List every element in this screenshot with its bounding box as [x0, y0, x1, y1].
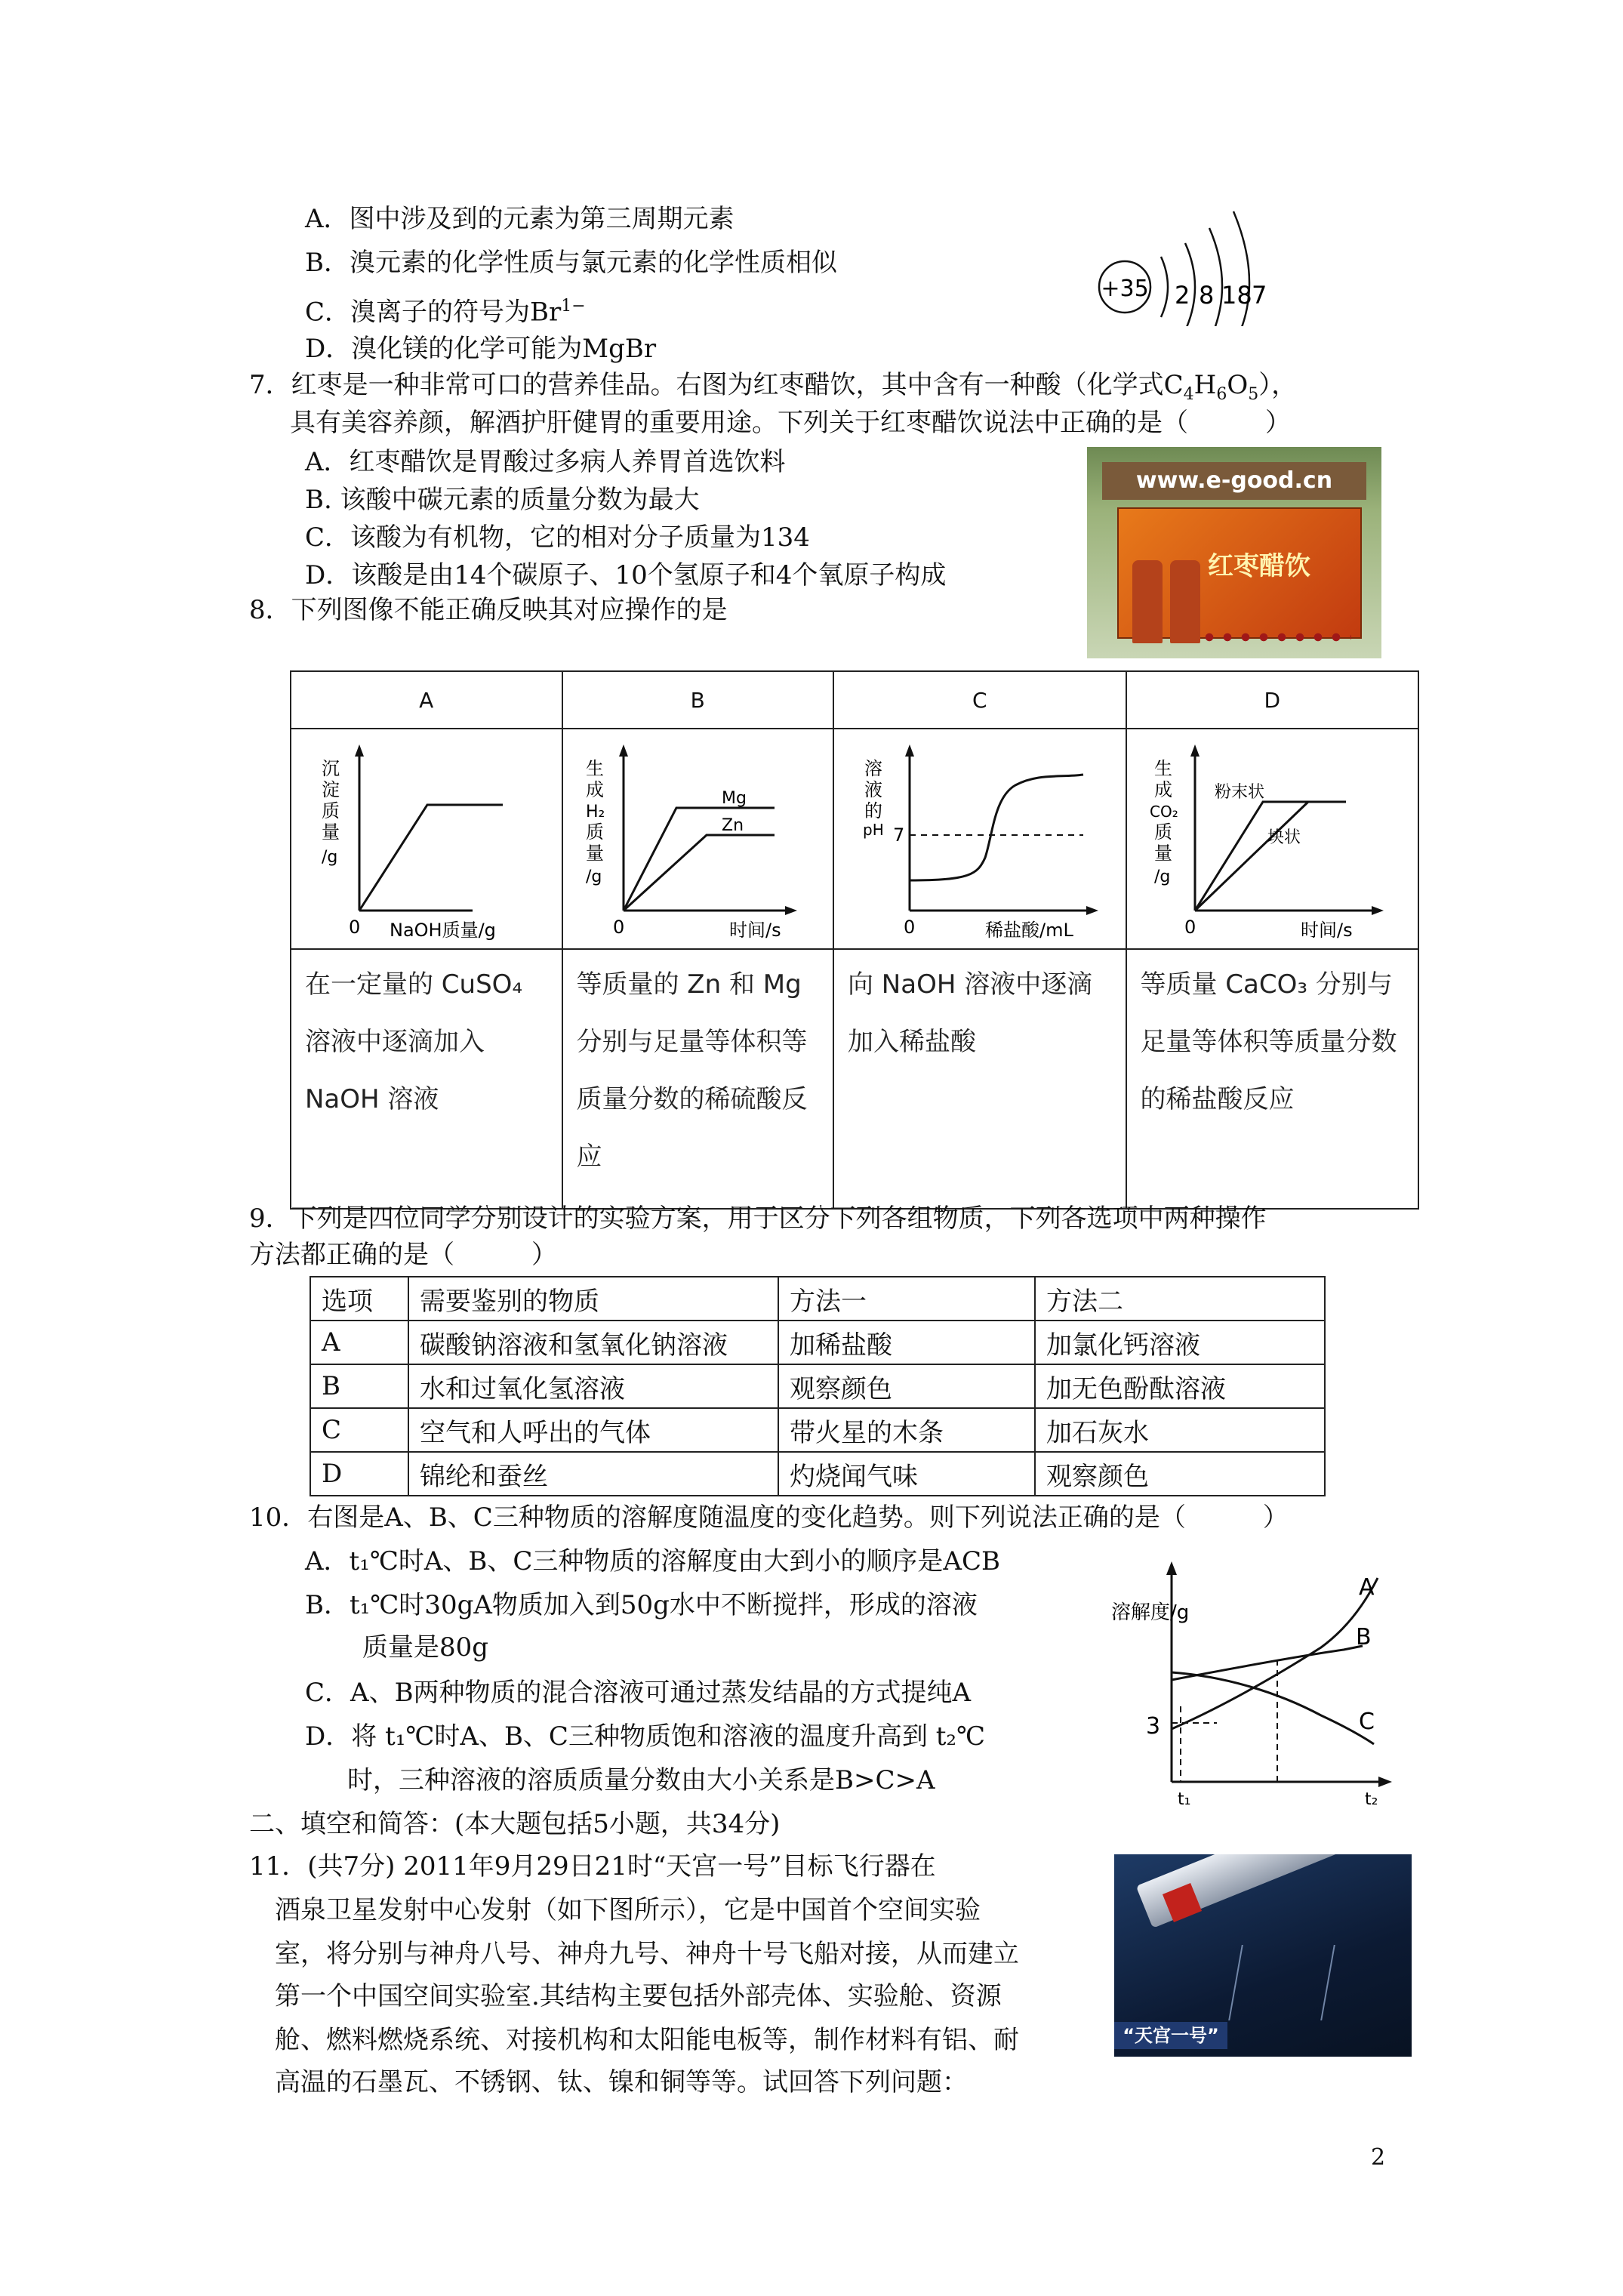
svg-text:/g: /g: [1153, 868, 1170, 886]
q8-graph-c: [834, 729, 1124, 945]
support-lines: [1228, 1945, 1335, 2020]
q7-stem-line1: 7．红枣是一种非常可口的营养佳品。右图为红枣醋饮，其中含有一种酸（化学式$C_4H_6O_5$），: [249, 370, 1298, 404]
svg-text:的: 的: [864, 800, 882, 821]
q9-table: [310, 1276, 1326, 1496]
page-number: 2: [1371, 2144, 1386, 2171]
svg-text:A: A: [1359, 1574, 1375, 1601]
q8-header-c: C: [833, 671, 1126, 729]
svg-text:Zn: Zn: [721, 816, 744, 835]
svg-text:时间/s: 时间/s: [728, 920, 781, 941]
q8-graph-d-cell: [1126, 729, 1419, 949]
q6-option-c: C．溴离子的符号为$Br^{1-}$: [305, 297, 586, 328]
q10-option-d-line2: 时，三种溶液的溶质质量分数由大小关系是B>C>A: [347, 1765, 935, 1795]
table-row: B 水和过氧化氢溶液 观察颜色 加无色酚酞溶液: [310, 1364, 1325, 1408]
q8-header-a: A: [291, 671, 562, 729]
svg-text:质: 质: [1153, 821, 1172, 843]
svg-text:NaOH质量/g: NaOH质量/g: [390, 920, 496, 941]
svg-text:CO₂: CO₂: [1149, 803, 1178, 821]
q6-option-a: A．图中涉及到的元素为第三周期元素: [305, 204, 735, 234]
jujubes: [1200, 628, 1351, 651]
svg-text:液: 液: [864, 779, 882, 800]
q8-header-d: D: [1126, 671, 1419, 729]
precipitate-curve: [359, 805, 503, 911]
atom-structure-diagram: [1079, 198, 1306, 326]
table-row: D 锦纶和蚕丝 灼烧闻气味 观察颜色: [310, 1452, 1325, 1496]
svg-text:B: B: [1356, 1624, 1372, 1650]
q11-line2: 酒泉卫星发射中心发射（如下图所示），它是中国首个空间实验: [275, 1895, 981, 1925]
q11-line4: 第一个中国空间实验室.其结构主要包括外部壳体、实验舱、资源: [275, 1981, 1002, 2011]
svg-text:量: 量: [322, 821, 340, 843]
q7-option-d: D．该酸是由14个碳原子、10个氢原子和4个氧原子构成: [305, 560, 947, 590]
q11-line5: 舱、燃料燃烧系统、对接机构和太阳能电板等，制作材料有铝、耐: [275, 2025, 1019, 2055]
svg-text:成: 成: [585, 779, 604, 800]
svg-text:量: 量: [585, 843, 604, 864]
q8-stem: 8．下列图像不能正确反映其对应操作的是: [249, 595, 728, 625]
q8-graph-a-cell: [291, 729, 562, 949]
q7-option-a: A．红枣醋饮是胃酸过多病人养胃首选饮料: [305, 447, 786, 477]
q10-option-a: A．t₁℃时A、B、C三种物质的溶解度由大到小的顺序是ACB: [305, 1546, 1000, 1576]
svg-text:C: C: [1359, 1709, 1375, 1735]
svg-text:生: 生: [585, 758, 604, 779]
zn-curve: [624, 835, 775, 911]
svg-text:H₂: H₂: [585, 803, 605, 821]
table-row: 选项 需要鉴别的物质 方法一 方法二: [310, 1277, 1325, 1321]
svg-text:质: 质: [322, 800, 340, 821]
photo-caption: “天宫一号”: [1114, 2022, 1227, 2049]
q7-option-b: B. 该酸中碳元素的质量分数为最大: [305, 485, 700, 515]
shell-count-3: 18: [1221, 281, 1252, 310]
jujube-vinegar-photo: [1087, 447, 1381, 658]
bottle-2: [1170, 560, 1200, 643]
shell-arc-3: [1209, 228, 1222, 326]
svg-text:沉: 沉: [322, 758, 340, 779]
svg-text:Mg: Mg: [721, 789, 747, 808]
q11-line3: 室，将分别与神舟八号、神舟九号、神舟十号飞船对接，从而建立: [275, 1939, 1019, 1969]
ph-curve: [910, 775, 1083, 880]
shell-arc-1: [1161, 257, 1168, 317]
q8-graph-d: [1127, 729, 1417, 945]
q8-desc-b: 等质量的 Zn 和 Mg 分别与足量等体积等质量分数的稀硫酸反应: [562, 949, 834, 1209]
svg-text:粉末状: 粉末状: [1214, 783, 1264, 802]
solubility-graph: [1102, 1548, 1404, 1804]
product-label: 红枣醋饮: [1208, 551, 1310, 581]
q6-option-d: D．溴化镁的化学可能为MgBr: [305, 334, 657, 364]
svg-text:7: 7: [893, 824, 905, 846]
svg-text:0: 0: [349, 917, 361, 938]
svg-text:块状: 块状: [1267, 828, 1301, 847]
q8-desc-c: 向 NaOH 溶液中逐滴加入稀盐酸: [833, 949, 1126, 1209]
nucleus-label: +35: [1101, 276, 1149, 302]
q8-desc-a: 在一定量的 CuSO₄ 溶液中逐滴加入 NaOH 溶液: [291, 949, 562, 1209]
q7-stem-line2: 具有美容养颜，解酒护肝健胃的重要用途。下列关于红枣醋饮说法中正确的是（ ）: [290, 408, 1291, 438]
svg-text:0: 0: [904, 917, 916, 938]
q10-option-d-line1: D．将 t₁℃时A、B、C三种物质饱和溶液的温度升高到 t₂℃: [305, 1721, 986, 1752]
svg-text:淀: 淀: [322, 779, 340, 800]
svg-text:t₁: t₁: [1178, 1790, 1191, 1804]
svg-text:0: 0: [1184, 917, 1196, 938]
q8-desc-d: 等质量 CaCO₃ 分别与足量等体积等质量分数的稀盐酸反应: [1126, 949, 1419, 1209]
q8-graph-table: [290, 670, 1419, 1210]
svg-text:pH: pH: [863, 821, 884, 839]
q7-option-c: C．该酸为有机物，它的相对分子质量为134: [305, 522, 810, 553]
svg-text:0: 0: [612, 917, 624, 938]
mg-curve: [624, 808, 775, 911]
q8-graph-a: [291, 729, 560, 945]
svg-text:3: 3: [1146, 1713, 1161, 1740]
curve-a: [1172, 1578, 1378, 1729]
q11-line6: 高温的石墨瓦、不锈钢、钛、镍和铜等等。试回答下列问题：: [275, 2067, 968, 2097]
bottle-1: [1132, 560, 1163, 643]
q10-stem: 10．右图是A、B、C三种物质的溶解度随温度的变化趋势。则下列说法正确的是（ ）: [249, 1502, 1289, 1533]
svg-text:质: 质: [585, 821, 604, 843]
table-row: A 碳酸钠溶液和氢氧化钠溶液 加稀盐酸 加氯化钙溶液: [310, 1321, 1325, 1364]
shell-count-1: 2: [1175, 281, 1190, 310]
q9-stem-line1: 9．下列是四位同学分别设计的实验方案，用于区分下列各组物质，下列各选项中两种操作: [249, 1203, 1267, 1234]
q9-stem-line2: 方法都正确的是（ ）: [249, 1240, 557, 1270]
svg-text:t₂: t₂: [1365, 1790, 1378, 1804]
q11-line1: 11．(共7分) 2011年9月29日21时“天宫一号”目标飞行器在: [249, 1851, 936, 1881]
svg-text:生: 生: [1153, 758, 1172, 779]
table-row: C 空气和人呼出的气体 带火星的木条 加石灰水: [310, 1408, 1325, 1452]
svg-text:/g: /g: [585, 868, 602, 886]
curve-c: [1172, 1672, 1374, 1744]
tiangong-photo: [1114, 1854, 1412, 2057]
q10-option-b-line2: 质量是80g: [362, 1632, 489, 1663]
q8-graph-b-cell: [562, 729, 834, 949]
svg-text:成: 成: [1153, 779, 1172, 800]
photo-banner: www.e-good.cn: [1102, 462, 1366, 500]
section-2-heading: 二、填空和简答：(本大题包括5小题，共34分): [249, 1809, 781, 1839]
svg-text:时间/s: 时间/s: [1300, 920, 1353, 941]
shell-count-2: 8: [1199, 281, 1215, 310]
shell-count-4: 7: [1252, 281, 1267, 310]
svg-text:量: 量: [1153, 843, 1172, 864]
powder-curve: [1195, 802, 1346, 911]
q10-option-b-line1: B．t₁℃时30gA物质加入到50g水中不断搅拌，形成的溶液: [305, 1590, 978, 1620]
q8-header-b: B: [562, 671, 834, 729]
q8-graph-c-cell: [833, 729, 1126, 949]
svg-text:溶: 溶: [864, 758, 882, 779]
svg-text:溶解度/g: 溶解度/g: [1111, 1601, 1190, 1624]
svg-text:稀盐酸/mL: 稀盐酸/mL: [985, 920, 1073, 941]
q10-option-c: C．A、B两种物质的混合溶液可通过蒸发结晶的方式提纯A: [305, 1678, 972, 1708]
svg-text:/g: /g: [322, 848, 338, 867]
q6-option-b: B．溴元素的化学性质与氯元素的化学性质相似: [305, 248, 837, 278]
q8-graph-b: [563, 729, 832, 945]
